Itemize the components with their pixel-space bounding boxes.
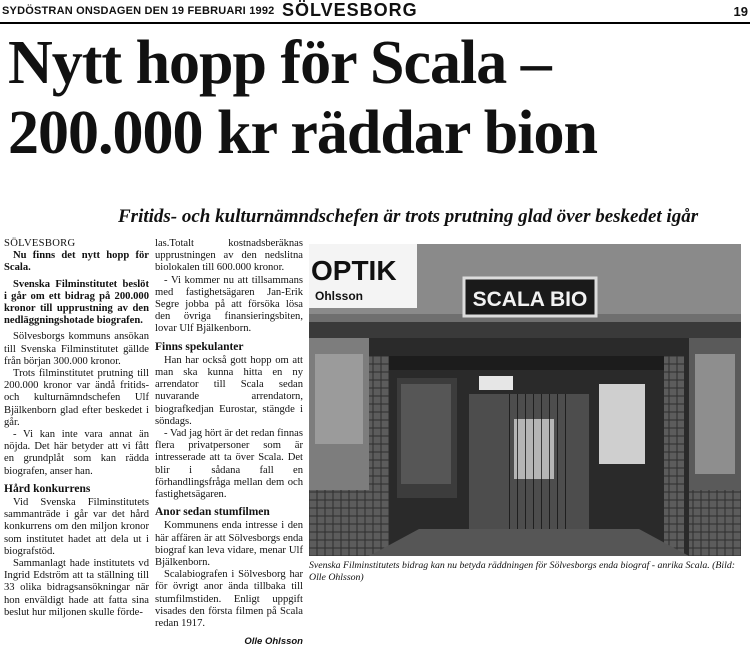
lead-paragraph-2: Svenska Filminstitutet beslöt i går om ett bidrag på 200.000 kronor till upprustning av den nedläggningshotade biografen.: [4, 278, 149, 327]
masthead-section: SÖLVESBORG: [282, 0, 418, 20]
body-paragraph: Vid Svenska Filminstitutets sammanträde i går var det hård konkurrens om den miljon kronor som institutet hadet att dela ut i biografstöd.: [4, 497, 149, 557]
subheadline: Fritids- och kulturnämndschefen är trots prutning glad över beskedet igår: [118, 206, 699, 227]
lead-paragraph-1: Nu finns det nytt hopp för Scala.: [4, 250, 149, 274]
body-paragraph: Sammanlagt hade institutets vd Ingrid Edström att ta ställning till 33 olika bidragsansökningar när hon enväldigt hade att fatta sina beslut hur miljonen skulle förde-: [4, 558, 149, 618]
scala-bio-sign: SCALA BIO: [472, 288, 588, 311]
body-paragraph: - Vi kommer nu att tillsammans med fastighetsägaren Jan-Erik Segre jobba på att försöka lösa den övriga finansieringsbiten, lovar Ulf Bjälkenborn.: [155, 274, 303, 335]
body-paragraph: Kommunens enda intresse i den här affären är att Sölvesborgs enda biograf kan leva vidare, menar Ulf Bjälkenborn.: [155, 520, 303, 569]
body-paragraph: Scalabiografen i Sölvesborg har för övrigt anor ända tillbaka till stumfilmstiden. Enligt uppgift visades den första filmen på Scala redan 1917.: [155, 569, 303, 630]
optik-sign-sub: Ohlsson: [315, 289, 364, 303]
masthead-date: SYDÖSTRAN ONSDAGEN DEN 19 FEBRUARI 1992: [2, 5, 275, 17]
body-paragraph: Trots filminstitutet prutning till 200.000 kronor var ändå fritids- och kulturnämndschefen Ulf Bjälkenborn glad efter beskedet i går.: [4, 368, 149, 428]
headline-line-1: Nytt hopp för Scala –: [8, 29, 551, 97]
article-column-1: [4, 238, 149, 619]
body-paragraph: - Vi kan inte vara annat än nöjda. Det här betyder att vi fått en grundplåt som kan rädda biografen, anser han.: [4, 429, 149, 477]
article-column-2: [155, 238, 303, 649]
photo-caption: Svenska Filminstitutets bidrag kan nu betyda räddningen för Sölvesborgs enda biograf - anrika Scala. (Bild: Olle Ohlsson): [309, 560, 736, 583]
body-paragraph: las.Totalt kostnadsberäknas upprustningen av den nedslitna biolokalen till 600.000 kronor.: [155, 238, 303, 274]
byline: Olle Ohlsson: [244, 636, 303, 648]
body-paragraph: Han har också gott hopp om att man ska kunna hitta en ny arrendator till Scala sedan nuvarande arrendatorn, biografkedjan Eurostar, stängde i söndags.: [155, 354, 303, 427]
cinema-photo: [309, 244, 741, 556]
dateline: SÖLVESBORG: [4, 238, 76, 249]
section-heading: Anor sedan stumfilmen: [155, 506, 270, 519]
cinema-facade-illustration: [309, 244, 741, 556]
masthead: [0, 0, 750, 24]
section-heading: Finns spekulanter: [155, 340, 244, 353]
body-paragraph: Sölvesborgs kommuns ansökan till Svenska Filminstitutet gällde från början 300.000 kronor.: [4, 331, 149, 367]
optik-sign: OPTIK: [311, 255, 397, 286]
page-number: 19: [733, 4, 748, 19]
headline: [8, 28, 748, 168]
headline-line-2: 200.000 kr räddar bion: [8, 99, 597, 167]
section-heading: Hård konkurrens: [4, 482, 91, 495]
body-paragraph: - Vad jag hört är det redan finnas flera privatpersoner som är intresserade att ta över Scala. Det blir i sådana fall en förhandlingsfråga mellan dem och fastighetsägaren.: [155, 428, 303, 501]
